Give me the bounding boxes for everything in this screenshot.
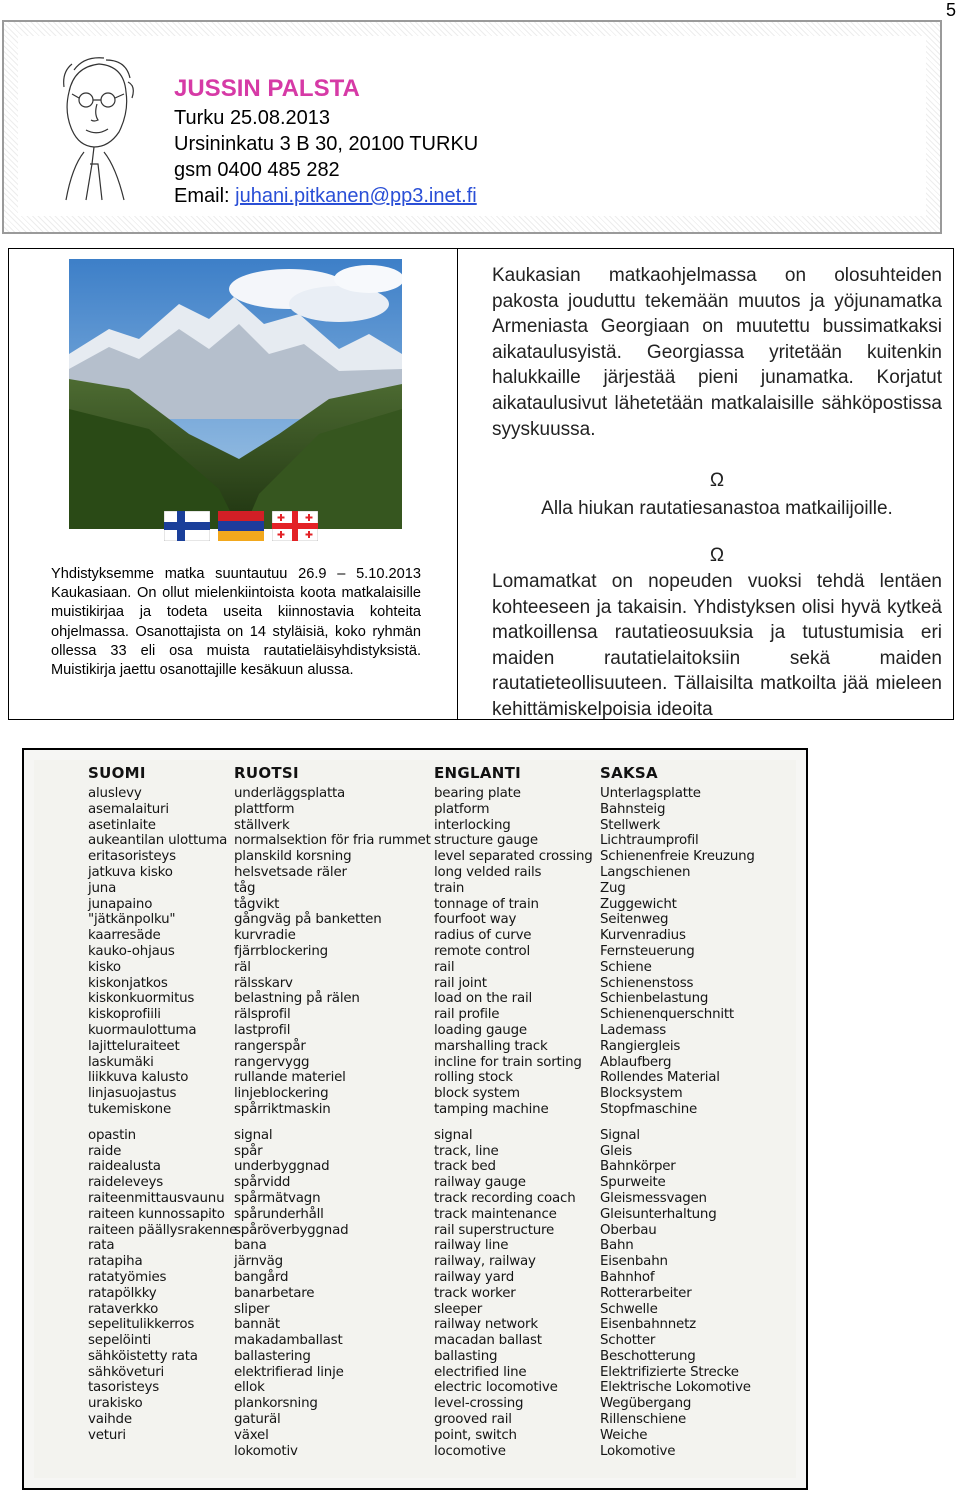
georgia-flag-icon: [272, 511, 318, 541]
ruotsi-term: lokomotiv: [234, 1443, 298, 1459]
ruotsi-term: plankorsning: [234, 1396, 318, 1412]
column-title: JUSSIN PALSTA: [174, 75, 360, 102]
ruotsi-term: bangård: [234, 1269, 289, 1285]
ruotsi-term: spåröverbyggnad: [234, 1222, 349, 1238]
ruotsi-term: gångväg på banketten: [234, 912, 382, 928]
ruotsi-term: spårriktmaskin: [234, 1101, 331, 1117]
ruotsi-term: räl: [234, 959, 251, 975]
suomi-term: tukemiskone: [88, 1101, 171, 1117]
ruotsi-term: signal: [234, 1127, 273, 1143]
englanti-term: track recording coach: [434, 1190, 576, 1206]
ruotsi-term: fjärrblockering: [234, 943, 328, 959]
suomi-term: sepelöinti: [88, 1333, 152, 1349]
suomi-term: "jätkänpolku": [88, 912, 176, 928]
suomi-term: kauko-ohjaus: [88, 943, 175, 959]
saksa-term: Bahn: [600, 1238, 634, 1254]
saksa-term: Schienenstoss: [600, 975, 694, 991]
ruotsi-term: planskild korsning: [234, 849, 352, 865]
caucasus-mountain-photo: [69, 259, 402, 529]
suomi-term: rata: [88, 1238, 115, 1254]
saksa-term: Schienbelastung: [600, 991, 709, 1007]
flags-row: [164, 511, 318, 541]
suomi-term: raidealusta: [88, 1159, 161, 1175]
ruotsi-term: plattform: [234, 801, 295, 817]
ruotsi-term: ellok: [234, 1380, 265, 1396]
englanti-term: tonnage of train: [434, 896, 539, 912]
englanti-term: rail profile: [434, 1007, 500, 1023]
ruotsi-term: bana: [234, 1238, 267, 1254]
suomi-term: aukeantilan ulottuma: [88, 833, 228, 849]
ruotsi-term: rangervygg: [234, 1054, 310, 1070]
englanti-term: track worker: [434, 1285, 516, 1301]
suomi-term: kiskonjatkos: [88, 975, 168, 991]
englanti-term: rail joint: [434, 975, 487, 991]
ruotsi-term: kurvradie: [234, 928, 296, 944]
ruotsi-term: elektrifierad linje: [234, 1364, 344, 1380]
ruotsi-term: tåg: [234, 880, 256, 896]
suomi-term: raiteenmittausvaunu: [88, 1190, 225, 1206]
saksa-term: Gleis: [600, 1143, 633, 1159]
ruotsi-term: ställverk: [234, 817, 290, 833]
saksa-term: Bahnkörper: [600, 1159, 676, 1175]
suomi-term: kiskonkuormitus: [88, 991, 195, 1007]
armenia-flag-icon: [218, 511, 264, 541]
saksa-term: Lichtraumprofil: [600, 833, 699, 849]
ruotsi-term: [234, 1118, 431, 1128]
englanti-term: railway yard: [434, 1269, 514, 1285]
saksa-term: Zuggewicht: [600, 896, 677, 912]
saksa-term: Fernsteuerung: [600, 943, 695, 959]
suomi-term: raideleveys: [88, 1175, 163, 1191]
suomi-term: ratatyömies: [88, 1269, 167, 1285]
saksa-term: Seitenweg: [600, 912, 669, 928]
saksa-term: Unterlagsplatte: [600, 786, 701, 801]
saksa-term: Rollendes Material: [600, 1070, 720, 1086]
suomi-term: jatkuva kisko: [88, 864, 173, 880]
suomi-term: opastin: [88, 1127, 136, 1143]
suomi-term: raiteen kunnossapito: [88, 1206, 225, 1222]
englanti-term: ballasting: [434, 1348, 498, 1364]
suomi-term: raide: [88, 1143, 122, 1159]
ruotsi-term: växel: [234, 1427, 269, 1443]
ruotsi-term: ballastering: [234, 1348, 311, 1364]
suomi-term: vaihde: [88, 1412, 132, 1428]
saksa-term: Gleisunterhaltung: [600, 1206, 717, 1222]
suomi-term: rataverkko: [88, 1301, 159, 1317]
saksa-term: Oberbau: [600, 1222, 657, 1238]
saksa-term: Bahnsteig: [600, 801, 666, 817]
englanti-term: rail: [434, 959, 455, 975]
suomi-term: kuormaulottuma: [88, 1022, 197, 1038]
suomi-term: tasoristeys: [88, 1380, 160, 1396]
saksa-term: Schiene: [600, 959, 652, 975]
suomi-term: junapaino: [88, 896, 153, 912]
suomi-term: laskumäki: [88, 1054, 154, 1070]
saksa-term: Eisenbahn: [600, 1254, 668, 1270]
suomi-term: juna: [88, 880, 117, 896]
englanti-term: macadan ballast: [434, 1333, 542, 1349]
email-link[interactable]: juhani.pitkanen@pp3.inet.fi: [235, 185, 477, 207]
ruotsi-term: makadamballast: [234, 1333, 343, 1349]
saksa-term: Elektrische Lokomotive: [600, 1380, 751, 1396]
englanti-column: [434, 786, 593, 1459]
englanti-term: railway line: [434, 1238, 509, 1254]
header-date: Turku 25.08.2013: [174, 107, 331, 129]
saksa-term: Lademass: [600, 1022, 667, 1038]
header-text: [174, 74, 478, 209]
ruotsi-term: sliper: [234, 1301, 270, 1317]
column-header-ruotsi: RUOTSI: [234, 764, 299, 782]
suomi-term: ratapölkky: [88, 1285, 157, 1301]
ruotsi-term: spår: [234, 1143, 263, 1159]
saksa-term: Bahnhof: [600, 1269, 655, 1285]
schedule-paragraph: Kaukasian matkaohjelmassa on olosuhteiden pakosta jouduttu tekemään muutos ja yöjunamatka Armeniasta Georgiaan on muutettu bussimatkaksi aikataulusyistä. Georgiassa yritetään kuitenkin halukkaille järjestää pieni junamatka. Korjatut aikataulusivut lähetetään matkalaisille sähköpostissa syyskuussa.: [492, 265, 942, 440]
suomi-column: [88, 786, 237, 1444]
suomi-term: kaarresäde: [88, 928, 161, 944]
column-header-saksa: SAKSA: [600, 764, 658, 782]
englanti-term: fourfoot way: [434, 912, 517, 928]
ruotsi-term: belastning på rälen: [234, 991, 360, 1007]
suomi-term: linjasuojastus: [88, 1086, 177, 1102]
railway-vocabulary-table: [22, 748, 808, 1490]
saksa-term: Stopfmaschine: [600, 1101, 698, 1117]
suomi-term: kiskoprofiili: [88, 1007, 161, 1023]
omega-separator-1: Ω: [709, 470, 725, 492]
author-portrait-sketch: [44, 52, 144, 202]
suomi-term: [88, 1118, 237, 1128]
ruotsi-term: normalsektion för fria rummet: [234, 833, 431, 849]
suomi-term: urakisko: [88, 1396, 143, 1412]
ruotsi-term: gaturäl: [234, 1412, 281, 1428]
englanti-term: track bed: [434, 1159, 496, 1175]
ruotsi-term: banarbetare: [234, 1285, 315, 1301]
column-header-suomi: SUOMI: [88, 764, 146, 782]
saksa-term: Spurweite: [600, 1175, 666, 1191]
ruotsi-term: lastprofil: [234, 1022, 291, 1038]
englanti-term: railway gauge: [434, 1175, 526, 1191]
saksa-term: Langschienen: [600, 864, 691, 880]
englanti-term: structure gauge: [434, 833, 538, 849]
ruotsi-term: tågvikt: [234, 896, 280, 912]
omega-separator-2: Ω: [709, 545, 725, 567]
saksa-term: Schwelle: [600, 1301, 658, 1317]
suomi-term: sähköistetty rata: [88, 1348, 198, 1364]
ruotsi-term: bannät: [234, 1317, 280, 1333]
ruotsi-term: underbyggnad: [234, 1159, 330, 1175]
saksa-term: Schotter: [600, 1333, 656, 1349]
englanti-term: point, switch: [434, 1427, 517, 1443]
saksa-term: Gleismessvagen: [600, 1190, 707, 1206]
suomi-term: kisko: [88, 959, 121, 975]
holiday-paragraph: Lomamatkat on nopeuden vuoksi tehdä lentäen kohteeseen ja takaisin. Yhdistyksen olisi hyvä kytkeä matkoillensa rautatieosuuksia ja tutustumisia eri maiden rautatielaitoksiin sekä maiden rautatieteollisuuteen. Tällaisilta matkoilta jää mieleen kehittämiskelpoisia ideoita: [492, 570, 942, 720]
saksa-term: Elektrifizierte Strecke: [600, 1364, 739, 1380]
ruotsi-term: helsvetsade räler: [234, 864, 347, 880]
right-column: [492, 263, 942, 720]
intro-paragraph: Yhdistyksemme matka suuntautuu 26.9 – 5.10.2013 Kaukasiaan. On ollut mielenkiintoista koota matkalaisille muistikirjaa ja todeta useita kiinnostavia kohteita ohjelmassa. Osanottajista on 14 styläisiä, koko ryhmän ollessa 33 eli osa muista rautatieläisyhdistyksistä. Muistikirja jaettu osanottajille kesäkuun alussa.: [51, 566, 421, 679]
vocabulary-scan: [34, 760, 796, 1478]
englanti-term: electric locomotive: [434, 1380, 558, 1396]
page-number: 5: [945, 0, 956, 20]
ruotsi-term: järnväg: [234, 1254, 283, 1270]
englanti-term: locomotive: [434, 1443, 506, 1459]
suomi-term: sähköveturi: [88, 1364, 165, 1380]
saksa-term: Eisenbahnnetz: [600, 1317, 696, 1333]
englanti-term: level-crossing: [434, 1396, 524, 1412]
englanti-term: bearing plate: [434, 786, 521, 801]
saksa-term: Ablaufberg: [600, 1054, 672, 1070]
suomi-term: aluslevy: [88, 786, 142, 801]
englanti-term: incline for train sorting: [434, 1054, 582, 1070]
englanti-term: sleeper: [434, 1301, 483, 1317]
left-column: [9, 249, 458, 719]
saksa-term: Zug: [600, 880, 626, 896]
saksa-term: Kurvenradius: [600, 928, 686, 944]
saksa-term: Rotterarbeiter: [600, 1285, 692, 1301]
suomi-term: eritasoristeys: [88, 849, 176, 865]
saksa-term: Schienenfreie Kreuzung: [600, 849, 755, 865]
ruotsi-column: [234, 786, 431, 1459]
article-box: [8, 248, 954, 720]
ruotsi-term: rälsskarv: [234, 975, 293, 991]
column-header-banner: [2, 20, 942, 234]
saksa-term: Beschotterung: [600, 1348, 696, 1364]
englanti-term: signal: [434, 1127, 473, 1143]
englanti-term: train: [434, 880, 465, 896]
englanti-term: loading gauge: [434, 1022, 527, 1038]
suomi-term: raiteen päällysrakenne: [88, 1222, 238, 1238]
ruotsi-term: spårvidd: [234, 1175, 291, 1191]
saksa-column: [600, 786, 755, 1459]
saksa-term: Lokomotive: [600, 1443, 676, 1459]
englanti-term: remote control: [434, 943, 531, 959]
suomi-term: lajitteluraiteet: [88, 1038, 180, 1054]
ruotsi-term: underläggsplatta: [234, 786, 346, 801]
englanti-term: level separated crossing: [434, 849, 593, 865]
saksa-term: Rillenschiene: [600, 1412, 687, 1428]
suomi-term: sepelitulikkerros: [88, 1317, 195, 1333]
header-phone: gsm 0400 485 282: [174, 159, 340, 181]
ruotsi-term: linjeblockering: [234, 1086, 329, 1102]
email-label: Email:: [174, 185, 236, 207]
column-header-englanti: ENGLANTI: [434, 764, 522, 782]
saksa-term: Rangiergleis: [600, 1038, 681, 1054]
finland-flag-icon: [164, 511, 210, 541]
ruotsi-term: rangerspår: [234, 1038, 306, 1054]
englanti-term: long velded rails: [434, 864, 542, 880]
englanti-term: marshalling track: [434, 1038, 548, 1054]
saksa-term: [600, 1118, 755, 1128]
englanti-term: load on the rail: [434, 991, 532, 1007]
saksa-term: Schienenquerschnitt: [600, 1007, 734, 1023]
saksa-term: Signal: [600, 1127, 640, 1143]
ruotsi-term: spårunderhåll: [234, 1206, 324, 1222]
suomi-term: asemalaituri: [88, 801, 169, 817]
saksa-term: Stellwerk: [600, 817, 661, 833]
header-address: Ursininkatu 3 B 30, 20100 TURKU: [174, 133, 479, 155]
englanti-term: grooved rail: [434, 1412, 512, 1428]
englanti-term: rolling stock: [434, 1070, 513, 1086]
saksa-term: Blocksystem: [600, 1086, 683, 1102]
englanti-term: interlocking: [434, 817, 511, 833]
ruotsi-term: rälsprofil: [234, 1007, 291, 1023]
englanti-term: rail superstructure: [434, 1222, 555, 1238]
englanti-term: radius of curve: [434, 928, 532, 944]
suomi-term: ratapiha: [88, 1254, 143, 1270]
englanti-term: tamping machine: [434, 1101, 549, 1117]
vocab-intro-paragraph: Alla hiukan rautatiesanastoa matkailijoille.: [541, 497, 893, 519]
englanti-term: railway, railway: [434, 1254, 536, 1270]
englanti-term: track maintenance: [434, 1206, 557, 1222]
suomi-term: liikkuva kalusto: [88, 1070, 189, 1086]
ruotsi-term: rullande materiel: [234, 1070, 346, 1086]
englanti-term: electrified line: [434, 1364, 527, 1380]
saksa-term: Weiche: [600, 1427, 648, 1443]
englanti-term: track, line: [434, 1143, 499, 1159]
saksa-term: Wegübergang: [600, 1396, 692, 1412]
englanti-term: railway network: [434, 1317, 538, 1333]
englanti-term: [434, 1118, 593, 1128]
header-email-line: [174, 183, 478, 209]
suomi-term: asetinlaite: [88, 817, 156, 833]
englanti-term: platform: [434, 801, 490, 817]
suomi-term: veturi: [88, 1427, 126, 1443]
englanti-term: block system: [434, 1086, 520, 1102]
ruotsi-term: spårmätvagn: [234, 1190, 321, 1206]
